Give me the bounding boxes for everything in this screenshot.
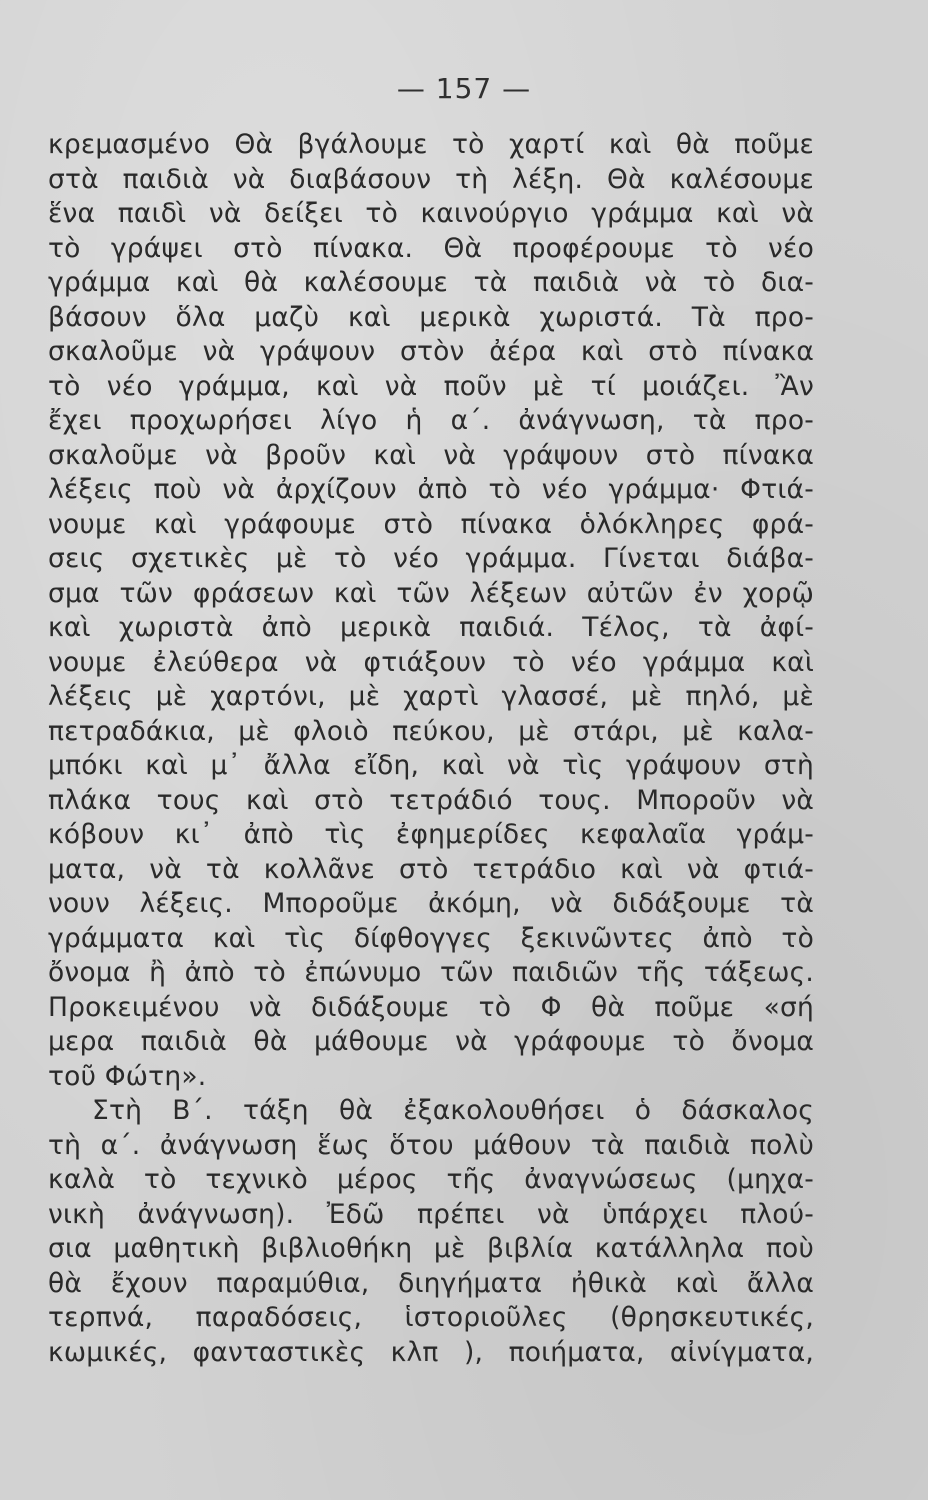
text-line: νουν λέξεις. Μποροῦμε ἀκόμη, νὰ διδάξουμε τὰ [48, 888, 814, 919]
text-line: κόβουν κι᾿ ἀπὸ τὶς ἐφημερίδες κεφαλαῖα γράμ- [48, 819, 814, 850]
text-line: πλάκα τους καὶ στὸ τετράδιό τους. Μποροῦν νὰ [48, 784, 814, 816]
text-line: ἕνα παιδὶ νὰ δείξει τὸ καινούργιο γράμμα καὶ νὰ [48, 198, 814, 229]
page-number: — 157 — [396, 72, 532, 105]
text-line: σια μαθητικὴ βιβλιοθήκη μὲ βιβλία κατάλληλα ποὺ [48, 1233, 814, 1264]
text-line: τὸ γράψει στὸ πίνακα. Θὰ προφέρουμε τὸ νέο [48, 232, 814, 264]
text-line: σμα τῶν φράσεων καὶ τῶν λέξεων αὐτῶν ἐν χορῷ [48, 577, 814, 609]
text-line: ὄνομα ἢ ἀπὸ τὸ ἐπώνυμο τῶν παιδιῶν τῆς τάξεως. [48, 957, 814, 988]
text-line: σκαλοῦμε νὰ γράψουν στὸν ἀέρα καὶ στὸ πίνακα [48, 336, 814, 367]
text-line: στὰ παιδιὰ νὰ διαβάσουν τὴ λέξη. Θὰ καλέσουμε [48, 163, 814, 195]
text-line: γράμμα καὶ θὰ καλέσουμε τὰ παιδιὰ νὰ τὸ δια- [48, 267, 814, 298]
text-line: τοῦ Φώτη». [48, 1060, 207, 1092]
text-line: Προκειμένου νὰ διδάξουμε τὸ Φ θὰ ποῦμε «σή [48, 991, 814, 1023]
text-line: νικὴ ἀνάγνωση). Ἐδῶ πρέπει νὰ ὑπάρχει πλού- [48, 1198, 814, 1230]
text-line: νουμε ἐλεύθερα νὰ φτιάξουν τὸ νέο γράμμα καὶ [48, 646, 814, 678]
body-text [48, 128, 814, 1370]
text-line: λέξεις ποὺ νὰ ἀρχίζουν ἀπὸ τὸ νέο γράμμα· Φτιά- [48, 474, 814, 505]
text-line: ἔχει προχωρήσει λίγο ἡ α΄. ἀνάγνωση, τὰ προ- [48, 405, 814, 436]
text-line: νουμε καὶ γράφουμε στὸ πίνακα ὁλόκληρες φρά- [48, 508, 814, 540]
text-line: λέξεις μὲ χαρτόνι, μὲ χαρτὶ γλασσέ, μὲ πηλό, μὲ [48, 681, 814, 712]
text-line: τερπνά, παραδόσεις, ἱστοριοῦλες (θρησκευτικές, [48, 1302, 814, 1333]
text-line: κωμικές, φανταστικὲς κλπ ), ποιήματα, αἰνίγματα, [48, 1336, 814, 1368]
text-line: πετραδάκια, μὲ φλοιὸ πεύκου, μὲ στάρι, μὲ καλα- [48, 715, 814, 747]
text-line: σεις σχετικὲς μὲ τὸ νέο γράμμα. Γίνεται διάβα- [48, 543, 814, 574]
text-line: κρεμασμένο Θὰ βγάλουμε τὸ χαρτί καὶ θὰ ποῦμε [48, 129, 814, 160]
text-line: Στὴ Β΄. τάξη θὰ ἐξακολουθήσει ὁ δάσκαλος [92, 1095, 814, 1126]
text-line: μερα παιδιὰ θὰ μάθουμε νὰ γράφουμε τὸ ὄνομα [48, 1026, 814, 1057]
text-line: τὴ α΄. ἀνάγνωση ἕως ὅτου μάθουν τὰ παιδιὰ πολὺ [48, 1129, 814, 1161]
text-line: καὶ χωριστὰ ἀπὸ μερικὰ παιδιά. Τέλος, τὰ ἀφί- [48, 612, 814, 643]
text-line: μπόκι καὶ μ᾿ ἄλλα εἴδη, καὶ νὰ τὶς γράψουν στὴ [48, 750, 814, 781]
text-line: ματα, νὰ τὰ κολλᾶνε στὸ τετράδιο καὶ νὰ φτιά- [48, 853, 814, 885]
text-line: σκαλοῦμε νὰ βροῦν καὶ νὰ γράψουν στὸ πίνακα [48, 439, 814, 471]
text-line: θὰ ἔχουν παραμύθια, διηγήματα ἠθικὰ καὶ ἄλλα [48, 1267, 814, 1299]
text-line: καλὰ τὸ τεχνικὸ μέρος τῆς ἀναγνώσεως (μηχα- [48, 1164, 814, 1195]
text-line: τὸ νέο γράμμα, καὶ νὰ ποῦν μὲ τί μοιάζει. Ἂν [48, 370, 814, 402]
text-line: γράμματα καὶ τὶς δίφθογγες ξεκινῶντες ἀπὸ τὸ [48, 922, 814, 954]
text-line: βάσουν ὅλα μαζὺ καὶ μερικὰ χωριστά. Τὰ προ- [48, 301, 814, 333]
